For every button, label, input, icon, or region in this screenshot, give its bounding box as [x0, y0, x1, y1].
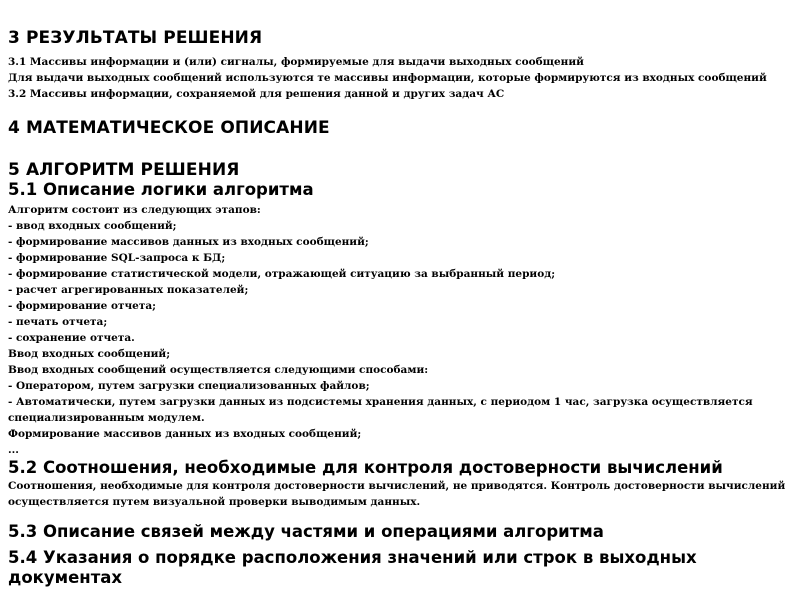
algorithm-line-11: Ввод входных сообщений осуществляется следующими способами:	[8, 364, 429, 376]
algorithm-line-5: - формирование статистической модели, отражающей ситуацию за выбранный период;	[8, 268, 556, 280]
section-5-heading: 5 АЛГОРИТМ РЕШЕНИЯ	[8, 160, 240, 180]
section-3-line-3: 3.2 Массивы информации, сохраняемой для решения данной и других задач АС	[8, 88, 505, 100]
subsection-5-2-heading: 5.2 Соотношения, необходимые для контроля достоверности вычислений	[8, 458, 723, 477]
algorithm-line-1: Алгоритм состоит из следующих этапов:	[8, 204, 261, 216]
algorithm-line-2: - ввод входных сообщений;	[8, 220, 177, 232]
document-page	[8, 0, 792, 588]
algorithm-line-6: - расчет агрегированных показателей;	[8, 284, 249, 296]
algorithm-line-10: Ввод входных сообщений;	[8, 348, 171, 360]
algorithm-line-7: - формирование отчета;	[8, 300, 157, 312]
algorithm-ellipsis: ...	[8, 444, 19, 456]
section-3-line-1: 3.1 Массивы информации и (или) сигналы, формируемые для выдачи выходных сообщений	[8, 56, 584, 68]
subsection-5-4-heading: 5.4 Указания о порядке расположения значений или строк в выходных документах	[8, 548, 697, 587]
algorithm-line-3: - формирование массивов данных из входных сообщений;	[8, 236, 369, 248]
subsection-5-1-heading: 5.1 Описание логики алгоритма	[8, 180, 314, 199]
section-3-line-2: Для выдачи выходных сообщений используются те массивы информации, которые формируются из входных сообщений	[8, 72, 767, 84]
section-3-heading: 3 РЕЗУЛЬТАТЫ РЕШЕНИЯ	[8, 28, 263, 48]
algorithm-line-9: - сохранение отчета.	[8, 332, 135, 344]
subsection-5-2-text: Соотношения, необходимые для контроля достоверности вычислений, не приводятся. Контроль достоверности вычислений осуществляется путем визуальной проверки выводимым данных.	[8, 480, 786, 508]
subsection-5-3-heading: 5.3 Описание связей между частями и операциями алгоритма	[8, 522, 604, 541]
algorithm-line-4: - формирование SQL-запроса к БД;	[8, 252, 226, 264]
algorithm-line-12: - Оператором, путем загрузки специализованных файлов;	[8, 380, 370, 392]
algorithm-line-8: - печать отчета;	[8, 316, 108, 328]
algorithm-line-13: - Автоматически, путем загрузки данных из подсистемы хранения данных, с периодом 1 час, загрузка осуществляется специализированным модулем.	[8, 396, 753, 424]
algorithm-line-14: Формирование массивов данных из входных сообщений;	[8, 428, 362, 440]
section-4-heading: 4 МАТЕМАТИЧЕСКОЕ ОПИСАНИЕ	[8, 118, 330, 138]
